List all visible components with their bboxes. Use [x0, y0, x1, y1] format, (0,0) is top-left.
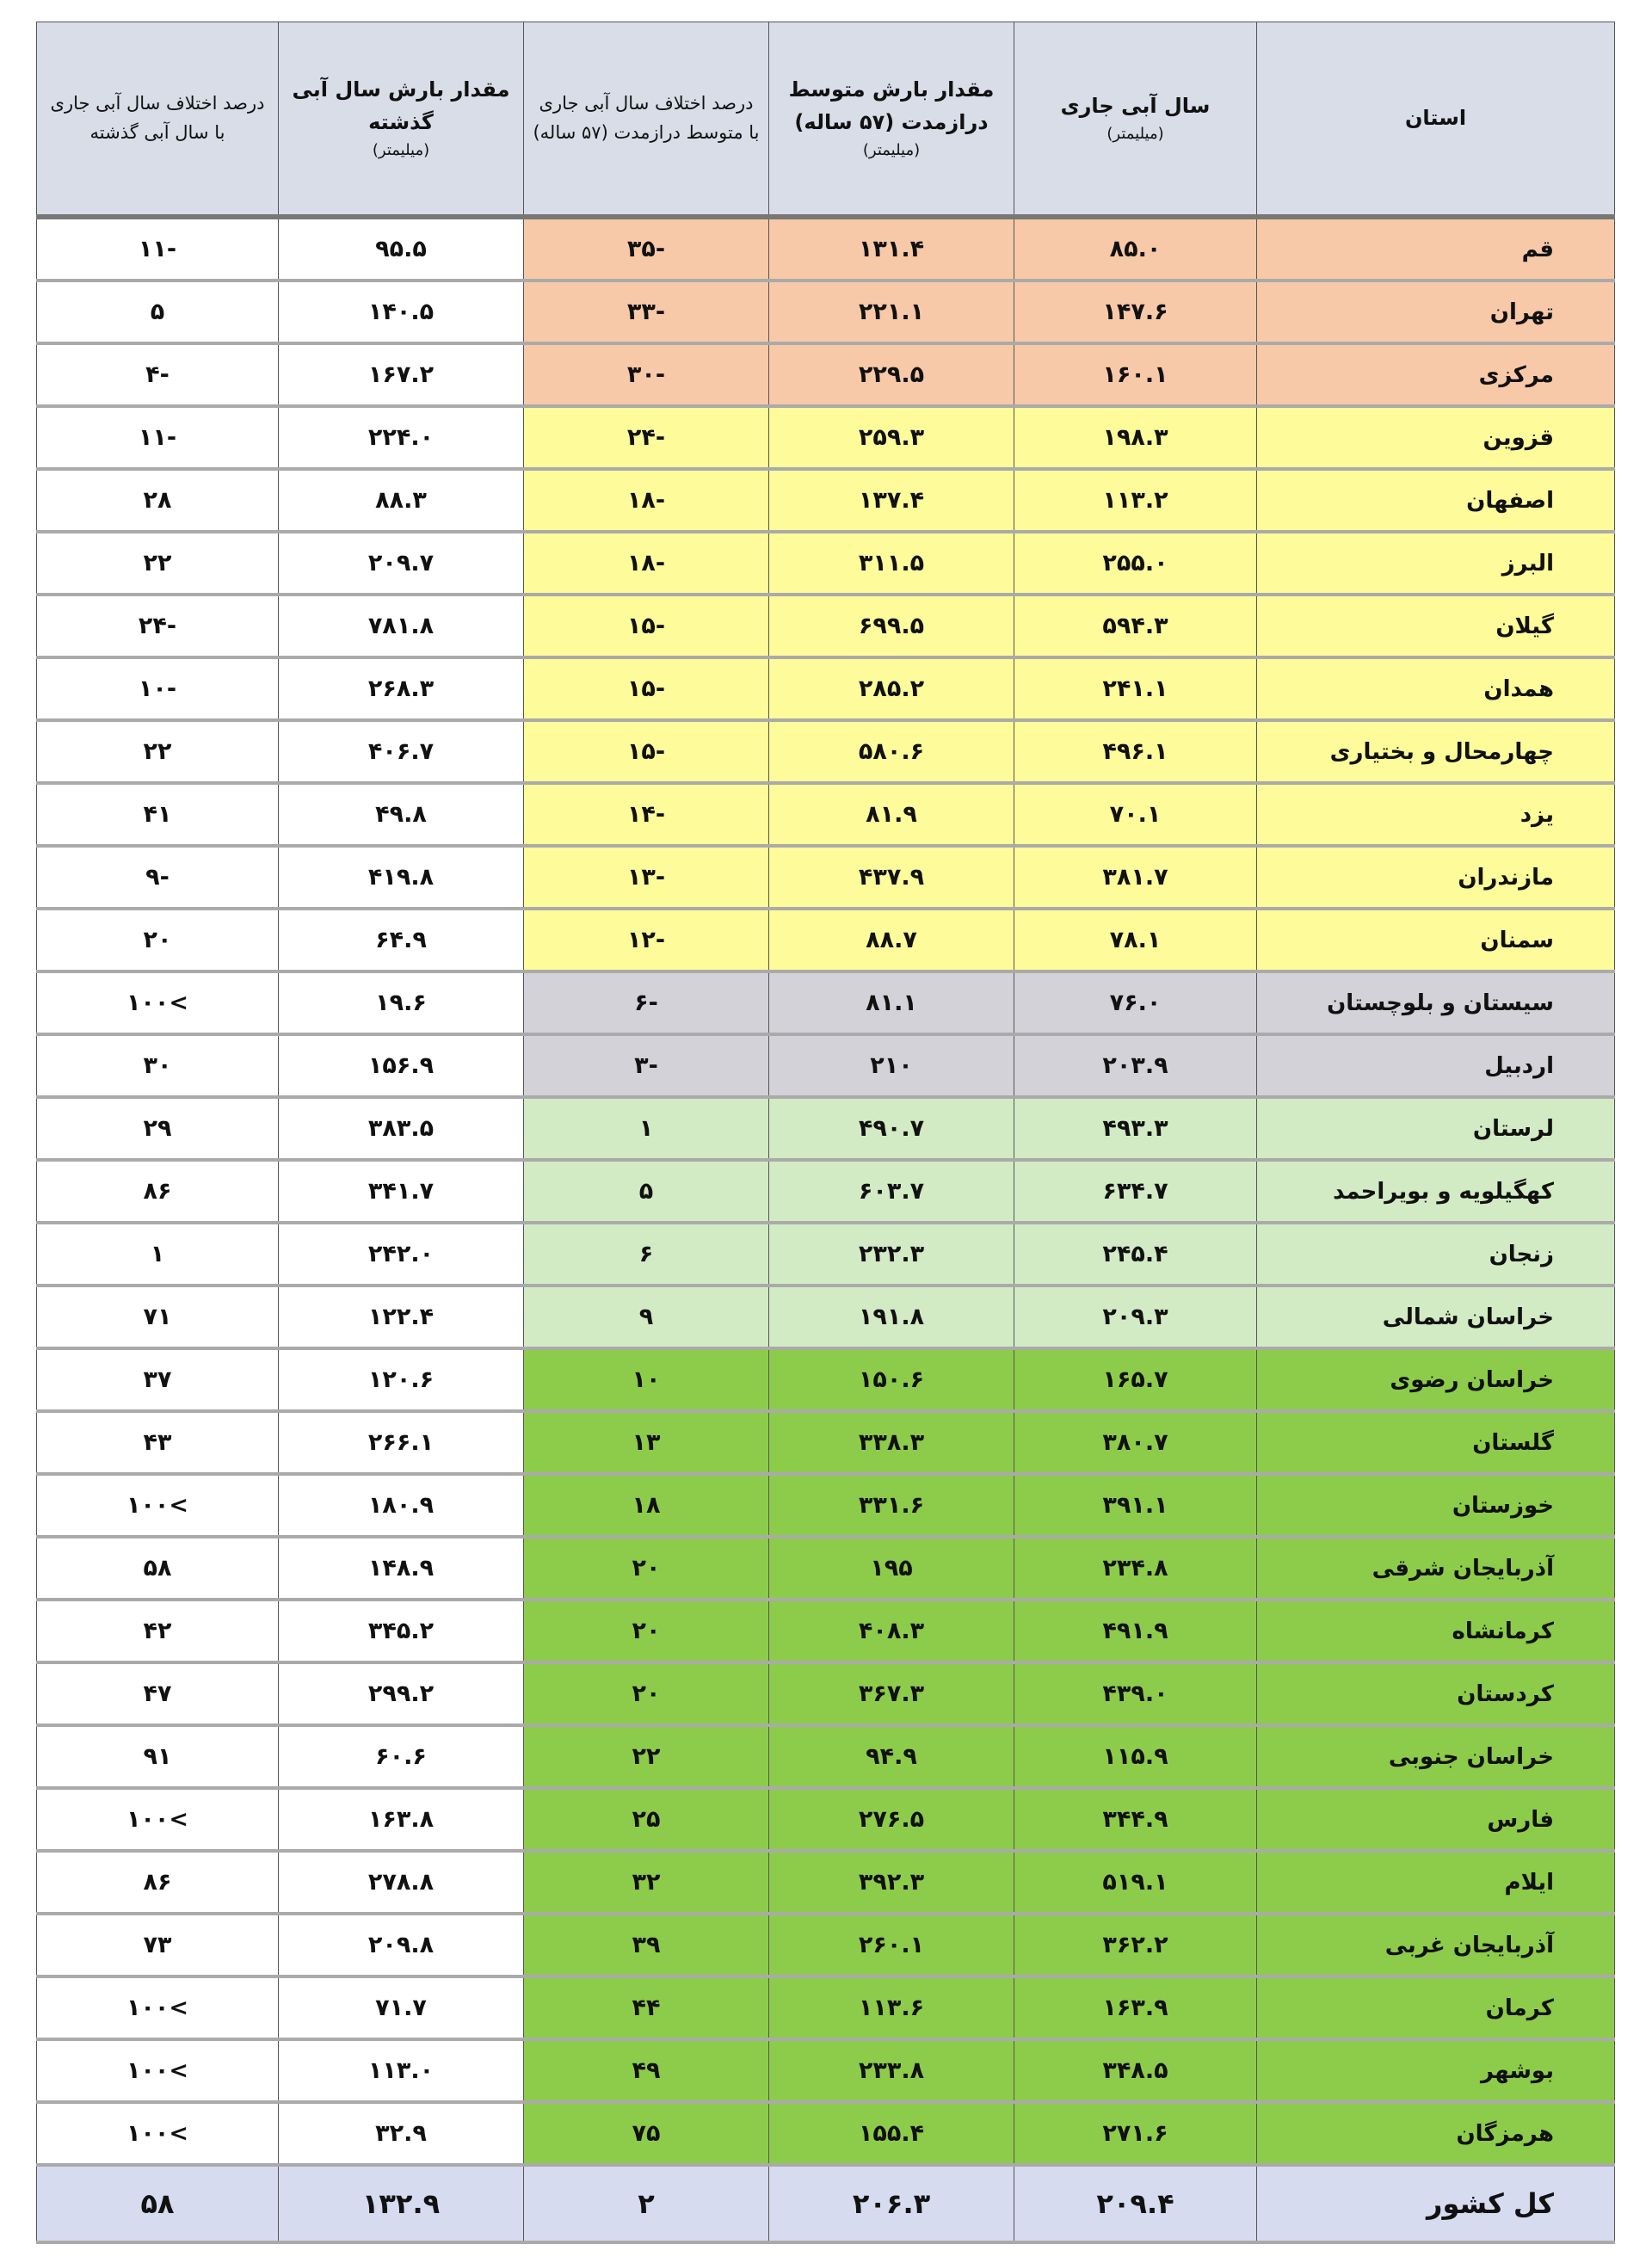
cell-diff-previous: ۳۷	[37, 1348, 279, 1411]
header-current-unit: (میلیمتر)	[1106, 125, 1164, 144]
cell-diff-longterm: ۲۰	[524, 1662, 769, 1725]
cell-diff-longterm: ۲	[524, 2165, 769, 2242]
cell-province: زنجان	[1257, 1223, 1615, 1286]
cell-current: ۷۸.۱	[1014, 909, 1257, 971]
table-row	[37, 1662, 1615, 1725]
table-row	[37, 1600, 1615, 1662]
table-row	[37, 1788, 1615, 1851]
cell-province: کل کشور	[1257, 2165, 1615, 2242]
header-longterm-label: مقدار بارش متوسط درازمدت (۵۷ ساله)	[788, 77, 995, 135]
cell-longterm: ۲۱۰	[769, 1034, 1014, 1097]
cell-diff-previous: ۵۸	[37, 1537, 279, 1600]
cell-province: البرز	[1257, 532, 1615, 595]
cell-diff-previous: ۴۷	[37, 1662, 279, 1725]
cell-province: مازندران	[1257, 846, 1615, 909]
cell-current: ۴۹۳.۳	[1014, 1097, 1257, 1160]
cell-current: ۲۰۳.۹	[1014, 1034, 1257, 1097]
cell-diff-previous: ۲۸	[37, 469, 279, 532]
cell-diff-previous: ۲۲	[37, 720, 279, 783]
cell-diff-previous: ۲۰	[37, 909, 279, 971]
header-longterm-unit: (میلیمتر)	[862, 141, 921, 160]
cell-previous: ۴۹.۸	[279, 783, 524, 846]
cell-diff-longterm: -۳۳	[524, 281, 769, 343]
cell-diff-longterm: -۳	[524, 1034, 769, 1097]
cell-longterm: ۲۵۹.۳	[769, 406, 1014, 469]
cell-province: اصفهان	[1257, 469, 1615, 532]
cell-previous: ۱۹.۶	[279, 971, 524, 1034]
header-province-label: استان	[1404, 106, 1467, 131]
table-row	[37, 1914, 1615, 1976]
table-row	[37, 1474, 1615, 1537]
cell-diff-previous: -۱۱	[37, 217, 279, 281]
cell-longterm: ۴۰۸.۳	[769, 1600, 1014, 1662]
cell-province: یزد	[1257, 783, 1615, 846]
cell-previous: ۴۰۶.۷	[279, 720, 524, 783]
cell-previous: ۲۲۴.۰	[279, 406, 524, 469]
cell-diff-previous: ۲۲	[37, 532, 279, 595]
cell-previous: ۱۲۲.۴	[279, 1286, 524, 1348]
cell-diff-longterm: ۳۲	[524, 1851, 769, 1914]
cell-previous: ۴۱۹.۸	[279, 846, 524, 909]
cell-province: قزوین	[1257, 406, 1615, 469]
cell-diff-longterm: ۱	[524, 1097, 769, 1160]
cell-diff-previous: >۱۰۰	[37, 971, 279, 1034]
cell-previous: ۱۱۳.۰	[279, 2039, 524, 2102]
cell-previous: ۱۶۷.۲	[279, 343, 524, 406]
table-row	[37, 657, 1615, 720]
table-row	[37, 1851, 1615, 1914]
cell-diff-previous: ۴۳	[37, 1411, 279, 1474]
header-province	[1257, 22, 1615, 218]
cell-previous: ۱۴۰.۵	[279, 281, 524, 343]
cell-diff-previous: -۲۴	[37, 595, 279, 657]
cell-diff-longterm: -۱۸	[524, 532, 769, 595]
cell-current: ۲۴۵.۴	[1014, 1223, 1257, 1286]
header-previous-unit: (میلیمتر)	[372, 141, 430, 160]
cell-longterm: ۴۳۷.۹	[769, 846, 1014, 909]
cell-diff-longterm: ۱۸	[524, 1474, 769, 1537]
cell-province: هرمزگان	[1257, 2102, 1615, 2165]
table-row	[37, 406, 1615, 469]
cell-diff-longterm: -۶	[524, 971, 769, 1034]
table-row	[37, 217, 1615, 281]
cell-province: مرکزی	[1257, 343, 1615, 406]
cell-diff-longterm: -۲۴	[524, 406, 769, 469]
cell-diff-longterm: -۱۵	[524, 595, 769, 657]
cell-longterm: ۳۳۸.۳	[769, 1411, 1014, 1474]
cell-diff-longterm: ۴۹	[524, 2039, 769, 2102]
cell-current: ۱۶۵.۷	[1014, 1348, 1257, 1411]
cell-longterm: ۲۲۱.۱	[769, 281, 1014, 343]
cell-longterm: ۳۳۱.۶	[769, 1474, 1014, 1537]
cell-diff-previous: ۷۱	[37, 1286, 279, 1348]
cell-current: ۶۳۴.۷	[1014, 1160, 1257, 1223]
cell-diff-longterm: ۱۰	[524, 1348, 769, 1411]
cell-previous: ۳۴۵.۲	[279, 1600, 524, 1662]
table-row	[37, 1411, 1615, 1474]
cell-longterm: ۲۲۹.۵	[769, 343, 1014, 406]
table-row	[37, 1286, 1615, 1348]
cell-previous: ۶۴.۹	[279, 909, 524, 971]
cell-current: ۳۸۱.۷	[1014, 846, 1257, 909]
cell-previous: ۲۹۹.۲	[279, 1662, 524, 1725]
cell-current: ۵۹۴.۳	[1014, 595, 1257, 657]
cell-previous: ۲۴۲.۰	[279, 1223, 524, 1286]
cell-diff-previous: ۸۶	[37, 1851, 279, 1914]
cell-longterm: ۲۰۶.۳	[769, 2165, 1014, 2242]
cell-diff-previous: -۹	[37, 846, 279, 909]
cell-longterm: ۱۳۱.۴	[769, 217, 1014, 281]
cell-diff-previous: >۱۰۰	[37, 2102, 279, 2165]
cell-diff-previous: -۱۱	[37, 406, 279, 469]
cell-diff-longterm: -۱۴	[524, 783, 769, 846]
cell-current: ۲۰۹.۴	[1014, 2165, 1257, 2242]
cell-diff-longterm: -۱۵	[524, 657, 769, 720]
cell-diff-previous: ۳۰	[37, 1034, 279, 1097]
cell-diff-previous: -۴	[37, 343, 279, 406]
cell-diff-previous: ۱	[37, 1223, 279, 1286]
cell-diff-previous: -۱۰	[37, 657, 279, 720]
cell-province: خوزستان	[1257, 1474, 1615, 1537]
cell-previous: ۳۲.۹	[279, 2102, 524, 2165]
cell-diff-previous: ۹۱	[37, 1725, 279, 1788]
header-diff-longterm-label: درصد اختلاف سال آبی جاری با متوسط درازمدت (۵۷ ساله)	[533, 92, 760, 143]
cell-current: ۷۶.۰	[1014, 971, 1257, 1034]
cell-diff-previous: >۱۰۰	[37, 1976, 279, 2039]
cell-longterm: ۸۸.۷	[769, 909, 1014, 971]
table-row	[37, 909, 1615, 971]
cell-previous: ۲۶۶.۱	[279, 1411, 524, 1474]
cell-previous: ۷۱.۷	[279, 1976, 524, 2039]
cell-previous: ۱۸۰.۹	[279, 1474, 524, 1537]
cell-current: ۲۷۱.۶	[1014, 2102, 1257, 2165]
cell-previous: ۱۵۶.۹	[279, 1034, 524, 1097]
table-row	[37, 2039, 1615, 2102]
cell-longterm: ۱۳۷.۴	[769, 469, 1014, 532]
cell-longterm: ۸۱.۹	[769, 783, 1014, 846]
header-previous	[279, 22, 524, 218]
cell-diff-longterm: ۲۵	[524, 1788, 769, 1851]
cell-diff-longterm: -۳۰	[524, 343, 769, 406]
cell-longterm: ۲۶۰.۱	[769, 1914, 1014, 1976]
cell-province: لرستان	[1257, 1097, 1615, 1160]
table-body	[37, 217, 1615, 2242]
table-row	[37, 2102, 1615, 2165]
cell-longterm: ۲۷۶.۵	[769, 1788, 1014, 1851]
cell-previous: ۸۸.۳	[279, 469, 524, 532]
cell-province: قم	[1257, 217, 1615, 281]
cell-current: ۲۰۹.۳	[1014, 1286, 1257, 1348]
cell-previous: ۲۰۹.۷	[279, 532, 524, 595]
cell-current: ۸۵.۰	[1014, 217, 1257, 281]
header-diff-previous-label: درصد اختلاف سال آبی جاری با سال آبی گذشته	[50, 92, 265, 143]
cell-current: ۱۴۷.۶	[1014, 281, 1257, 343]
cell-diff-longterm: -۳۵	[524, 217, 769, 281]
cell-current: ۳۴۸.۵	[1014, 2039, 1257, 2102]
cell-current: ۲۵۵.۰	[1014, 532, 1257, 595]
cell-longterm: ۶۹۹.۵	[769, 595, 1014, 657]
cell-province: چهارمحال و بختیاری	[1257, 720, 1615, 783]
total-row	[37, 2165, 1615, 2242]
cell-diff-previous: ۴۱	[37, 783, 279, 846]
table-row	[37, 720, 1615, 783]
table-row	[37, 1348, 1615, 1411]
cell-longterm: ۳۹۲.۳	[769, 1851, 1014, 1914]
cell-current: ۲۳۴.۸	[1014, 1537, 1257, 1600]
cell-current: ۴۹۱.۹	[1014, 1600, 1257, 1662]
cell-previous: ۱۴۸.۹	[279, 1537, 524, 1600]
cell-province: آذربایجان شرقی	[1257, 1537, 1615, 1600]
cell-province: بوشهر	[1257, 2039, 1615, 2102]
cell-diff-previous: ۵۸	[37, 2165, 279, 2242]
cell-previous: ۲۶۸.۳	[279, 657, 524, 720]
cell-province: آذربایجان غربی	[1257, 1914, 1615, 1976]
cell-previous: ۱۳۲.۹	[279, 2165, 524, 2242]
table-row	[37, 1160, 1615, 1223]
cell-diff-previous: >۱۰۰	[37, 1474, 279, 1537]
cell-diff-previous: ۷۳	[37, 1914, 279, 1976]
table-row	[37, 971, 1615, 1034]
cell-province: سیستان و بلوچستان	[1257, 971, 1615, 1034]
table-row	[37, 469, 1615, 532]
cell-current: ۲۴۱.۱	[1014, 657, 1257, 720]
cell-previous: ۳۴۱.۷	[279, 1160, 524, 1223]
table-row	[37, 783, 1615, 846]
cell-diff-longterm: -۱۸	[524, 469, 769, 532]
cell-current: ۱۶۰.۱	[1014, 343, 1257, 406]
cell-current: ۱۶۳.۹	[1014, 1976, 1257, 2039]
cell-province: همدان	[1257, 657, 1615, 720]
cell-longterm: ۱۵۵.۴	[769, 2102, 1014, 2165]
cell-longterm: ۸۱.۱	[769, 971, 1014, 1034]
cell-province: کردستان	[1257, 1662, 1615, 1725]
cell-longterm: ۳۱۱.۵	[769, 532, 1014, 595]
cell-diff-longterm: ۲۰	[524, 1537, 769, 1600]
cell-diff-longterm: ۲۲	[524, 1725, 769, 1788]
cell-longterm: ۹۴.۹	[769, 1725, 1014, 1788]
cell-current: ۱۱۳.۲	[1014, 469, 1257, 532]
table-row	[37, 595, 1615, 657]
header-current	[1014, 22, 1257, 218]
header-diff-longterm	[524, 22, 769, 218]
cell-longterm: ۳۶۷.۳	[769, 1662, 1014, 1725]
cell-longterm: ۱۹۵	[769, 1537, 1014, 1600]
cell-longterm: ۲۸۵.۲	[769, 657, 1014, 720]
cell-diff-longterm: ۴۴	[524, 1976, 769, 2039]
cell-previous: ۱۲۰.۶	[279, 1348, 524, 1411]
cell-diff-previous: ۲۹	[37, 1097, 279, 1160]
table-row	[37, 281, 1615, 343]
header-diff-previous	[37, 22, 279, 218]
cell-current: ۳۹۱.۱	[1014, 1474, 1257, 1537]
table-row	[37, 846, 1615, 909]
cell-province: تهران	[1257, 281, 1615, 343]
cell-province: کهگیلویه و بویراحمد	[1257, 1160, 1615, 1223]
cell-longterm: ۵۸۰.۶	[769, 720, 1014, 783]
cell-province: خراسان رضوی	[1257, 1348, 1615, 1411]
cell-diff-longterm: -۱۲	[524, 909, 769, 971]
cell-previous: ۶۰.۶	[279, 1725, 524, 1788]
cell-previous: ۷۸۱.۸	[279, 595, 524, 657]
table-row	[37, 1034, 1615, 1097]
cell-previous: ۱۶۳.۸	[279, 1788, 524, 1851]
table-row	[37, 1537, 1615, 1600]
cell-province: ایلام	[1257, 1851, 1615, 1914]
cell-current: ۴۹۶.۱	[1014, 720, 1257, 783]
cell-diff-longterm: ۶	[524, 1223, 769, 1286]
table-row	[37, 1976, 1615, 2039]
cell-diff-longterm: ۲۰	[524, 1600, 769, 1662]
header-previous-label: مقدار بارش سال آبی گذشته	[292, 77, 510, 135]
cell-province: فارس	[1257, 1788, 1615, 1851]
cell-previous: ۹۵.۵	[279, 217, 524, 281]
cell-longterm: ۴۹۰.۷	[769, 1097, 1014, 1160]
header-current-label: سال آبی جاری	[1060, 93, 1211, 118]
cell-longterm: ۱۵۰.۶	[769, 1348, 1014, 1411]
cell-diff-longterm: ۷۵	[524, 2102, 769, 2165]
cell-longterm: ۲۳۲.۳	[769, 1223, 1014, 1286]
cell-longterm: ۱۱۳.۶	[769, 1976, 1014, 2039]
cell-province: خراسان شمالی	[1257, 1286, 1615, 1348]
cell-current: ۴۳۹.۰	[1014, 1662, 1257, 1725]
cell-diff-longterm: ۵	[524, 1160, 769, 1223]
cell-province: گیلان	[1257, 595, 1615, 657]
cell-longterm: ۲۳۳.۸	[769, 2039, 1014, 2102]
rainfall-table	[36, 22, 1615, 2244]
cell-province: اردبیل	[1257, 1034, 1615, 1097]
cell-previous: ۳۸۳.۵	[279, 1097, 524, 1160]
cell-previous: ۲۷۸.۸	[279, 1851, 524, 1914]
cell-current: ۳۸۰.۷	[1014, 1411, 1257, 1474]
cell-diff-previous: ۵	[37, 281, 279, 343]
cell-longterm: ۶۰۳.۷	[769, 1160, 1014, 1223]
table-row	[37, 343, 1615, 406]
cell-diff-previous: >۱۰۰	[37, 1788, 279, 1851]
cell-diff-longterm: ۱۳	[524, 1411, 769, 1474]
cell-diff-longterm: -۱۳	[524, 846, 769, 909]
cell-diff-previous: >۱۰۰	[37, 2039, 279, 2102]
cell-previous: ۲۰۹.۸	[279, 1914, 524, 1976]
cell-diff-longterm: ۳۹	[524, 1914, 769, 1976]
cell-province: کرمانشاه	[1257, 1600, 1615, 1662]
header-row	[37, 22, 1615, 218]
cell-current: ۳۶۲.۲	[1014, 1914, 1257, 1976]
cell-current: ۱۱۵.۹	[1014, 1725, 1257, 1788]
cell-diff-previous: ۸۶	[37, 1160, 279, 1223]
cell-diff-longterm: -۱۵	[524, 720, 769, 783]
cell-diff-longterm: ۹	[524, 1286, 769, 1348]
table-row	[37, 532, 1615, 595]
cell-province: گلستان	[1257, 1411, 1615, 1474]
cell-province: خراسان جنوبی	[1257, 1725, 1615, 1788]
cell-longterm: ۱۹۱.۸	[769, 1286, 1014, 1348]
table-row	[37, 1725, 1615, 1788]
cell-current: ۵۱۹.۱	[1014, 1851, 1257, 1914]
header-longterm	[769, 22, 1014, 218]
cell-current: ۷۰.۱	[1014, 783, 1257, 846]
table-row	[37, 1223, 1615, 1286]
cell-province: سمنان	[1257, 909, 1615, 971]
table-row	[37, 1097, 1615, 1160]
cell-diff-previous: ۴۲	[37, 1600, 279, 1662]
cell-province: کرمان	[1257, 1976, 1615, 2039]
cell-current: ۱۹۸.۳	[1014, 406, 1257, 469]
cell-current: ۳۴۴.۹	[1014, 1788, 1257, 1851]
